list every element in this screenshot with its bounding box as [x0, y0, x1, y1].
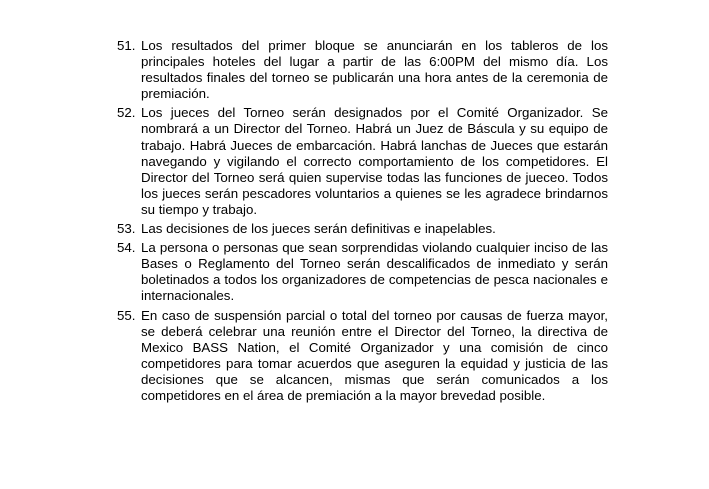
rule-item-51: [117, 38, 608, 102]
rule-text: Los jueces del Torneo serán designados por el Comité Organizador. Se nombrará a un Director del Torneo. Habrá un Juez de Báscula y su equipo de trabajo. Habrá Jueces de embarcación. Habrá lanchas de Jueces que estarán navegando y vigilando el correcto comportamiento de los competidores. El Director del Torneo será quien supervise todas las funciones de jueceo. Todos los jueces serán pescadores voluntarios a quienes se les agradece brindarnos su tiempo y trabajo.: [141, 105, 608, 217]
rule-number: 53.: [117, 221, 136, 237]
rule-text: Las decisiones de los jueces serán definitivas e inapelables.: [141, 221, 496, 237]
rule-item-53: [117, 221, 608, 237]
rule-number: 52.: [117, 105, 136, 121]
rule-item-54: [117, 240, 608, 304]
rule-number: 55.: [117, 307, 136, 323]
rule-number: 54.: [117, 240, 136, 256]
rule-text: En caso de suspensión parcial o total del torneo por causas de fuerza mayor, se deberá celebrar una reunión entre el Director del Torneo, la directiva de Mexico BASS Nation, el Comité Organizador y una comisión de cinco competidores para tomar acuerdos que aseguren la equidad y justicia de las decisiones que se alcancen, mismas que serán comunicados a los competidores en el área de premiación a la mayor brevedad posible.: [141, 307, 608, 403]
rule-item-52: [117, 105, 608, 218]
rule-text: Los resultados del primer bloque se anunciarán en los tableros de los principales hoteles del lugar a partir de las 6:00PM del mismo día. Los resultados finales del torneo se publicarán una hora antes de la ceremonia de premiación.: [141, 38, 608, 102]
rules-list: [117, 38, 608, 407]
rule-number: 51.: [117, 38, 136, 53]
rule-item-55: [117, 308, 608, 405]
rule-text: La persona o personas que sean sorprendidas violando cualquier inciso de las Bases o Reglamento del Torneo serán descalificados de inmediato y serán boletinados a todos los organizadores de competencias de pesca nacionales e internacionales.: [141, 240, 608, 304]
